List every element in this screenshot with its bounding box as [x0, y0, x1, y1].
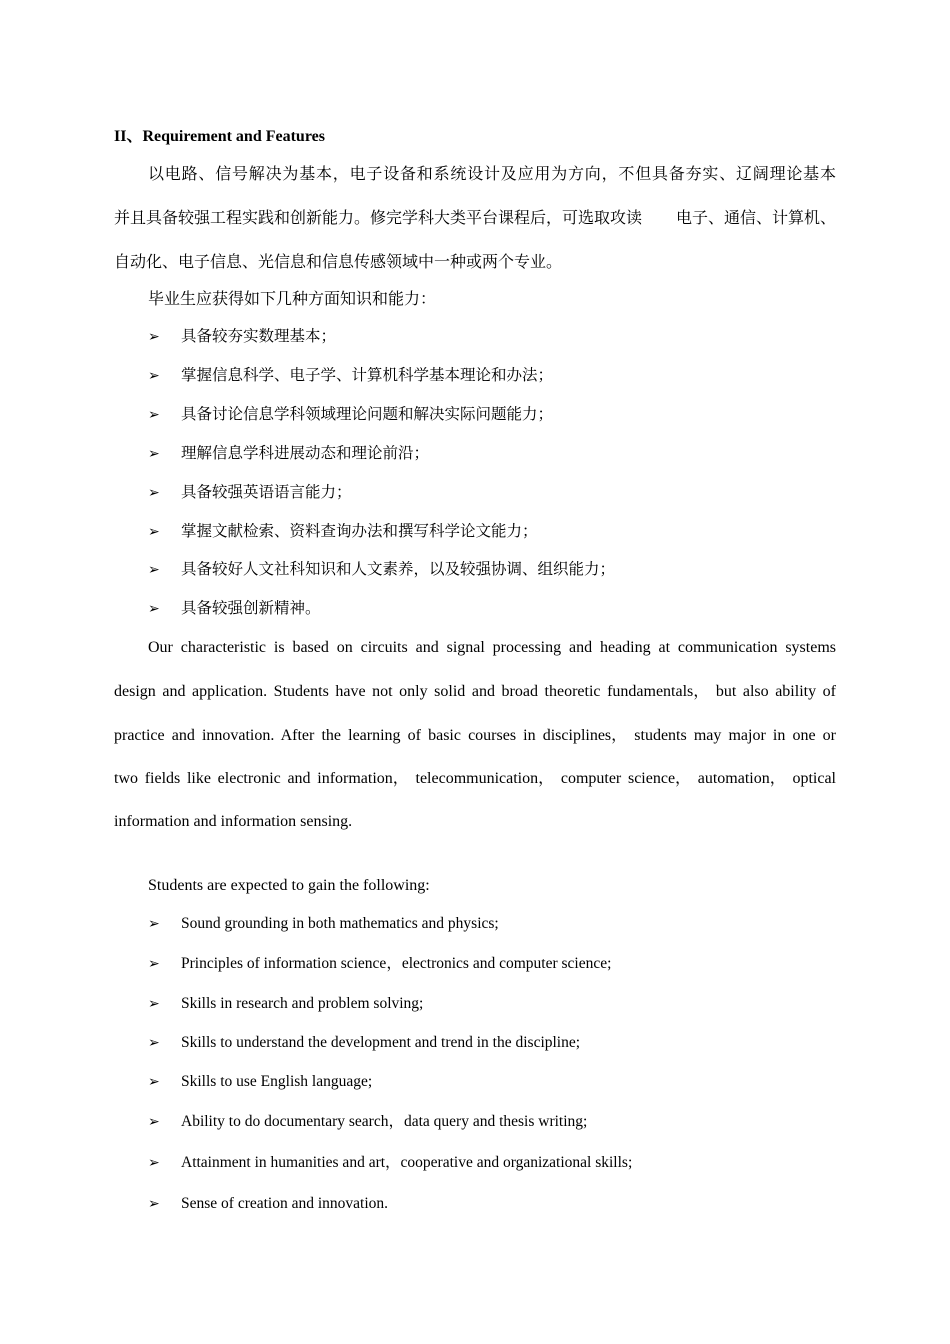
- arrow-bullet-icon: ➢: [148, 524, 160, 540]
- en-bullet-text: Principles of information science，electronics and computer science;: [181, 955, 612, 972]
- en-para-line-3-text: practice and innovation. After the learning of basic courses in disciplines， students may major in one or: [114, 727, 836, 744]
- arrow-bullet-icon: ➢: [148, 329, 160, 345]
- cn-bullet-text: 具备较好人文社科知识和人文素养，以及较强协调、组织能力；: [181, 561, 616, 578]
- cn-bullet-text: 具备较强英语语言能力；: [181, 484, 352, 501]
- arrow-bullet-icon: ➢: [148, 996, 160, 1012]
- arrow-bullet-icon: ➢: [148, 368, 160, 384]
- arrow-bullet-icon: ➢: [148, 601, 160, 617]
- en-bullet-text: Attainment in humanities and art，cooperative and organizational skills;: [181, 1154, 633, 1171]
- cn-bullet-text: 掌握信息科学、电子学、计算机科学基本理论和办法；: [181, 367, 554, 384]
- arrow-bullet-icon: ➢: [148, 1114, 160, 1130]
- en-para-line-5: [114, 811, 836, 833]
- arrow-bullet-icon: ➢: [148, 1035, 160, 1051]
- en-para-line-1: [148, 637, 836, 659]
- en-bullet-text: Sound grounding in both mathematics and physics;: [181, 915, 499, 932]
- en-bullet-text: Skills to use English language;: [181, 1073, 373, 1090]
- cn-lead-text: 毕业生应获得如下几种方面知识和能力：: [148, 291, 437, 308]
- arrow-bullet-icon: ➢: [148, 446, 160, 462]
- cn-intro-line-1-text: 以电路、信号解决为基本，电子设备和系统设计及应用为方向，不但具备夯实、辽阔理论基本: [148, 166, 837, 183]
- arrow-bullet-icon: ➢: [148, 916, 160, 932]
- en-para-line-4-text: two fields like electronic and information， telecommunication， computer science， automation， optical: [114, 770, 836, 787]
- cn-intro-line-3-text: 自动化、电子信息、光信息和信息传感领域中一种或两个专业。: [114, 254, 563, 271]
- section-heading: II、Requirement and Features: [114, 128, 325, 145]
- arrow-bullet-icon: ➢: [148, 1196, 160, 1212]
- en-para-line-2-text: design and application. Students have not only solid and broad theoretic fundamentals， but also ability of: [114, 683, 836, 700]
- cn-bullet-text: 具备讨论信息学科领域理论问题和解决实际问题能力；: [181, 406, 554, 423]
- en-bullet-text: Ability to do documentary search，data query and thesis writing;: [181, 1113, 588, 1130]
- cn-intro-line-1: [148, 164, 836, 186]
- arrow-bullet-icon: ➢: [148, 956, 160, 972]
- en-para-line-1-text: Our characteristic is based on circuits and signal processing and heading at communication systems: [148, 639, 836, 656]
- arrow-bullet-icon: ➢: [148, 407, 160, 423]
- cn-bullet-text: 具备较强创新精神。: [181, 600, 321, 617]
- cn-bullet-text: 掌握文献检索、资料查询办法和撰写科学论文能力；: [181, 523, 538, 540]
- cn-bullet-text: 理解信息学科进展动态和理论前沿；: [181, 445, 430, 462]
- cn-intro-line-3: [114, 252, 836, 274]
- arrow-bullet-icon: ➢: [148, 485, 160, 501]
- cn-intro-line-2: [114, 208, 836, 230]
- en-bullet-text: Skills in research and problem solving;: [181, 995, 424, 1012]
- arrow-bullet-icon: ➢: [148, 562, 160, 578]
- en-bullet-text: Sense of creation and innovation.: [181, 1195, 389, 1212]
- cn-bullet-text: 具备较夯实数理基本；: [181, 328, 337, 345]
- cn-intro-line-2-text: 并且具备较强工程实践和创新能力。修完学科大类平台课程后，可选取攻读 电子、通信、计算机、: [114, 210, 836, 227]
- en-para-line-4: [114, 768, 836, 790]
- arrow-bullet-icon: ➢: [148, 1074, 160, 1090]
- en-para-line-5-text: information and information sensing.: [114, 813, 353, 830]
- en-lead-text: Students are expected to gain the following:: [148, 877, 430, 894]
- en-para-line-3: [114, 725, 836, 747]
- en-bullet-text: Skills to understand the development and trend in the discipline;: [181, 1034, 581, 1051]
- arrow-bullet-icon: ➢: [148, 1155, 160, 1171]
- en-para-line-2: [114, 681, 836, 703]
